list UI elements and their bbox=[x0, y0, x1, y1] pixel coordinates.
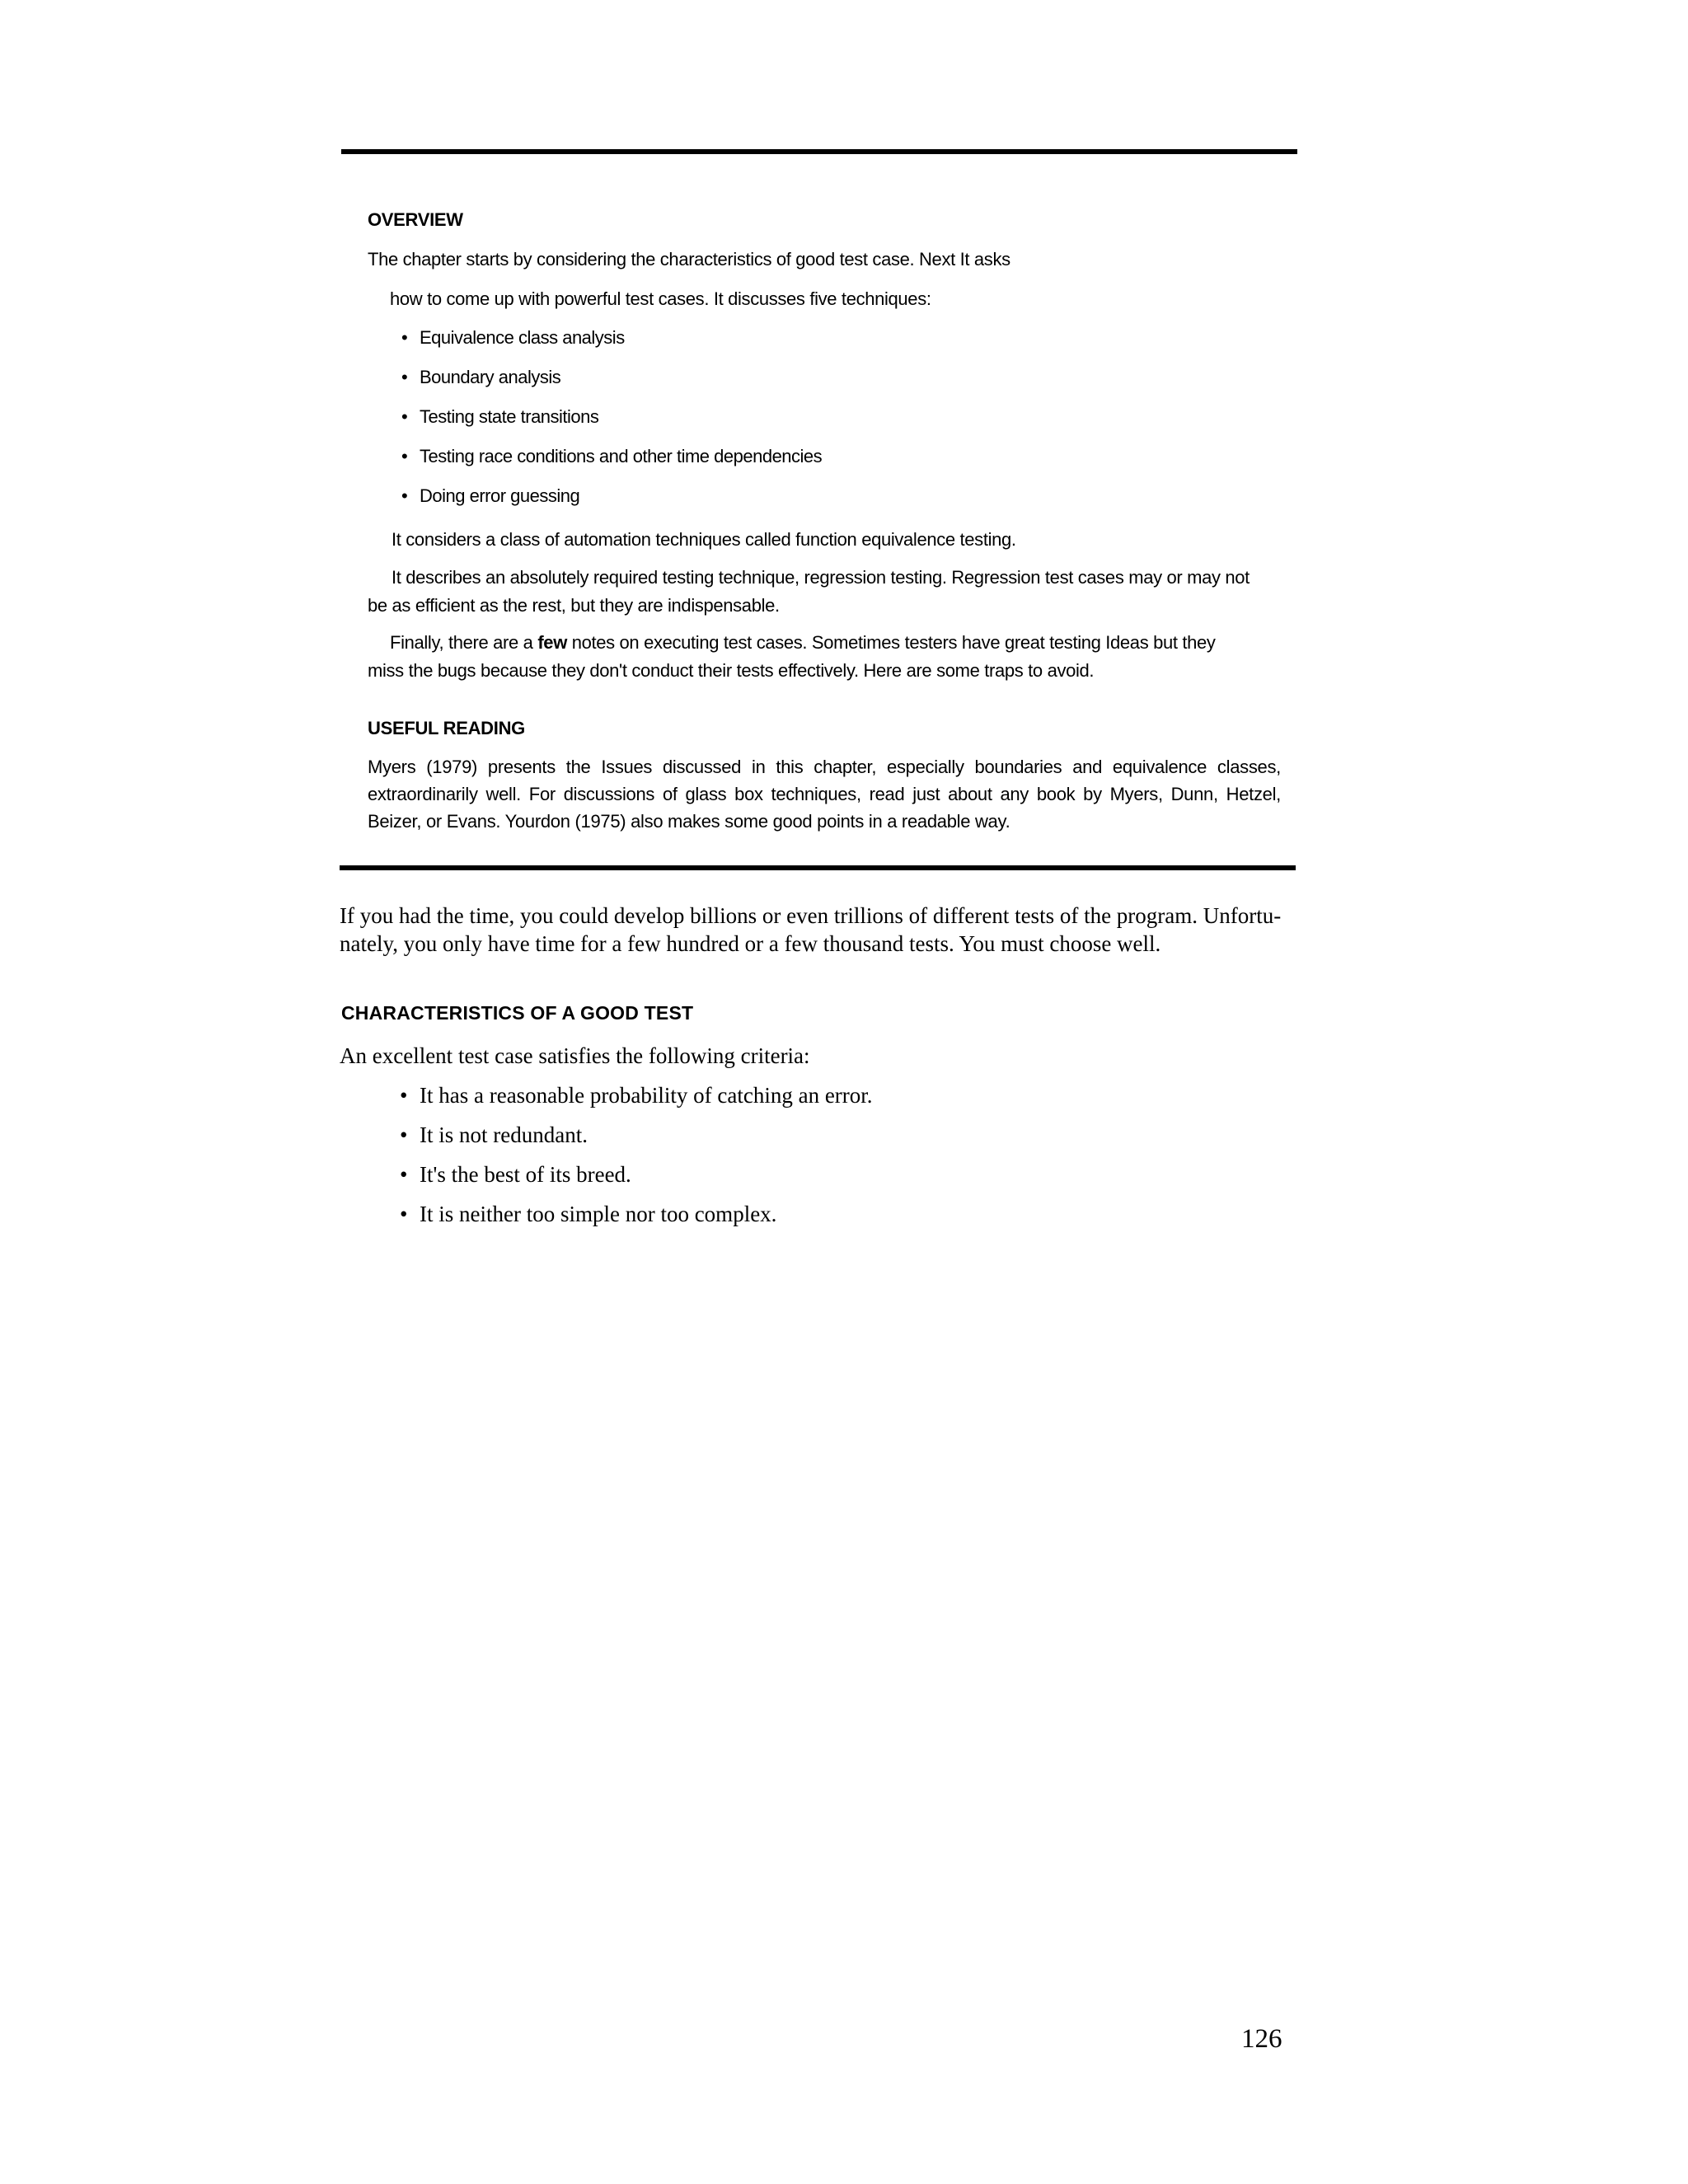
useful-reading-line: Myers (1979) presents the Issues discussed in this chapter, especially boundaries and equivalence classes, bbox=[368, 757, 1281, 777]
technique-item: • Doing error guessing bbox=[401, 485, 580, 506]
regression-line-2: be as efficient as the rest, but they are indispensable. bbox=[368, 595, 780, 616]
technique-item: • Testing race conditions and other time dependencies bbox=[401, 446, 823, 466]
regression-line-1: It describes an absolutely required testing technique, regression testing. Regression test cases may or may not bbox=[392, 567, 1250, 588]
intro-line: If you had the time, you could develop billions or even trillions of different tests of the program. Unfortu- bbox=[340, 903, 1282, 928]
finally-line-2: miss the bugs because they don't conduct their tests effectively. Here are some traps to avoid. bbox=[368, 660, 1095, 681]
criteria-item: • It has a reasonable probability of catching an error. bbox=[400, 1083, 873, 1108]
technique-item: • Testing state transitions bbox=[401, 406, 599, 427]
characteristics-heading: CHARACTERISTICS OF A GOOD TEST bbox=[341, 1002, 694, 1024]
bullet-icon: • bbox=[401, 446, 408, 466]
criteria-item: • It is not redundant. bbox=[400, 1122, 588, 1147]
characteristics-lead: An excellent test case satisfies the following criteria: bbox=[340, 1043, 810, 1068]
technique-item: • Equivalence class analysis bbox=[401, 327, 625, 348]
useful-reading-heading: USEFUL READING bbox=[368, 718, 525, 738]
intro-line: nately, you only have time for a few hundred or a few thousand tests. You must choose well. bbox=[340, 931, 1161, 956]
useful-reading-paragraph bbox=[368, 753, 1281, 835]
overview-line-1: The chapter starts by considering the characteristics of good test case. Next It asks bbox=[368, 249, 1010, 269]
automation-line: It considers a class of automation techniques called function equivalence testing. bbox=[392, 529, 1016, 550]
useful-reading-line: Beizer, or Evans. Yourdon (1975) also makes some good points in a readable way. bbox=[368, 811, 1010, 832]
overview-heading: OVERVIEW bbox=[368, 209, 463, 230]
bullet-icon: • bbox=[401, 367, 408, 387]
bullet-icon: • bbox=[400, 1083, 408, 1108]
bullet-icon: • bbox=[400, 1122, 408, 1147]
bottom-rule bbox=[340, 865, 1296, 870]
overview-line-2: how to come up with powerful test cases. It discusses five techniques: bbox=[390, 288, 931, 309]
bullet-icon: • bbox=[401, 406, 408, 427]
criteria-item: • It's the best of its breed. bbox=[400, 1162, 631, 1187]
top-rule bbox=[341, 149, 1297, 154]
criteria-item: • It is neither too simple nor too complex. bbox=[400, 1202, 777, 1226]
finally-line-1: Finally, there are a few notes on executing test cases. Sometimes testers have great testing Ideas but they bbox=[390, 632, 1216, 653]
bullet-icon: • bbox=[400, 1162, 408, 1187]
few-emphasis: few bbox=[537, 632, 567, 653]
technique-item: • Boundary analysis bbox=[401, 367, 561, 387]
bullet-icon: • bbox=[401, 485, 408, 506]
page-number: 126 bbox=[1241, 2024, 1282, 2054]
bullet-icon: • bbox=[401, 327, 408, 348]
useful-reading-line: extraordinarily well. For discussions of glass box techniques, read just about any book by Myers, Dunn, Hetzel, bbox=[368, 784, 1281, 804]
intro-paragraph bbox=[340, 902, 1282, 958]
bullet-icon: • bbox=[400, 1202, 408, 1226]
